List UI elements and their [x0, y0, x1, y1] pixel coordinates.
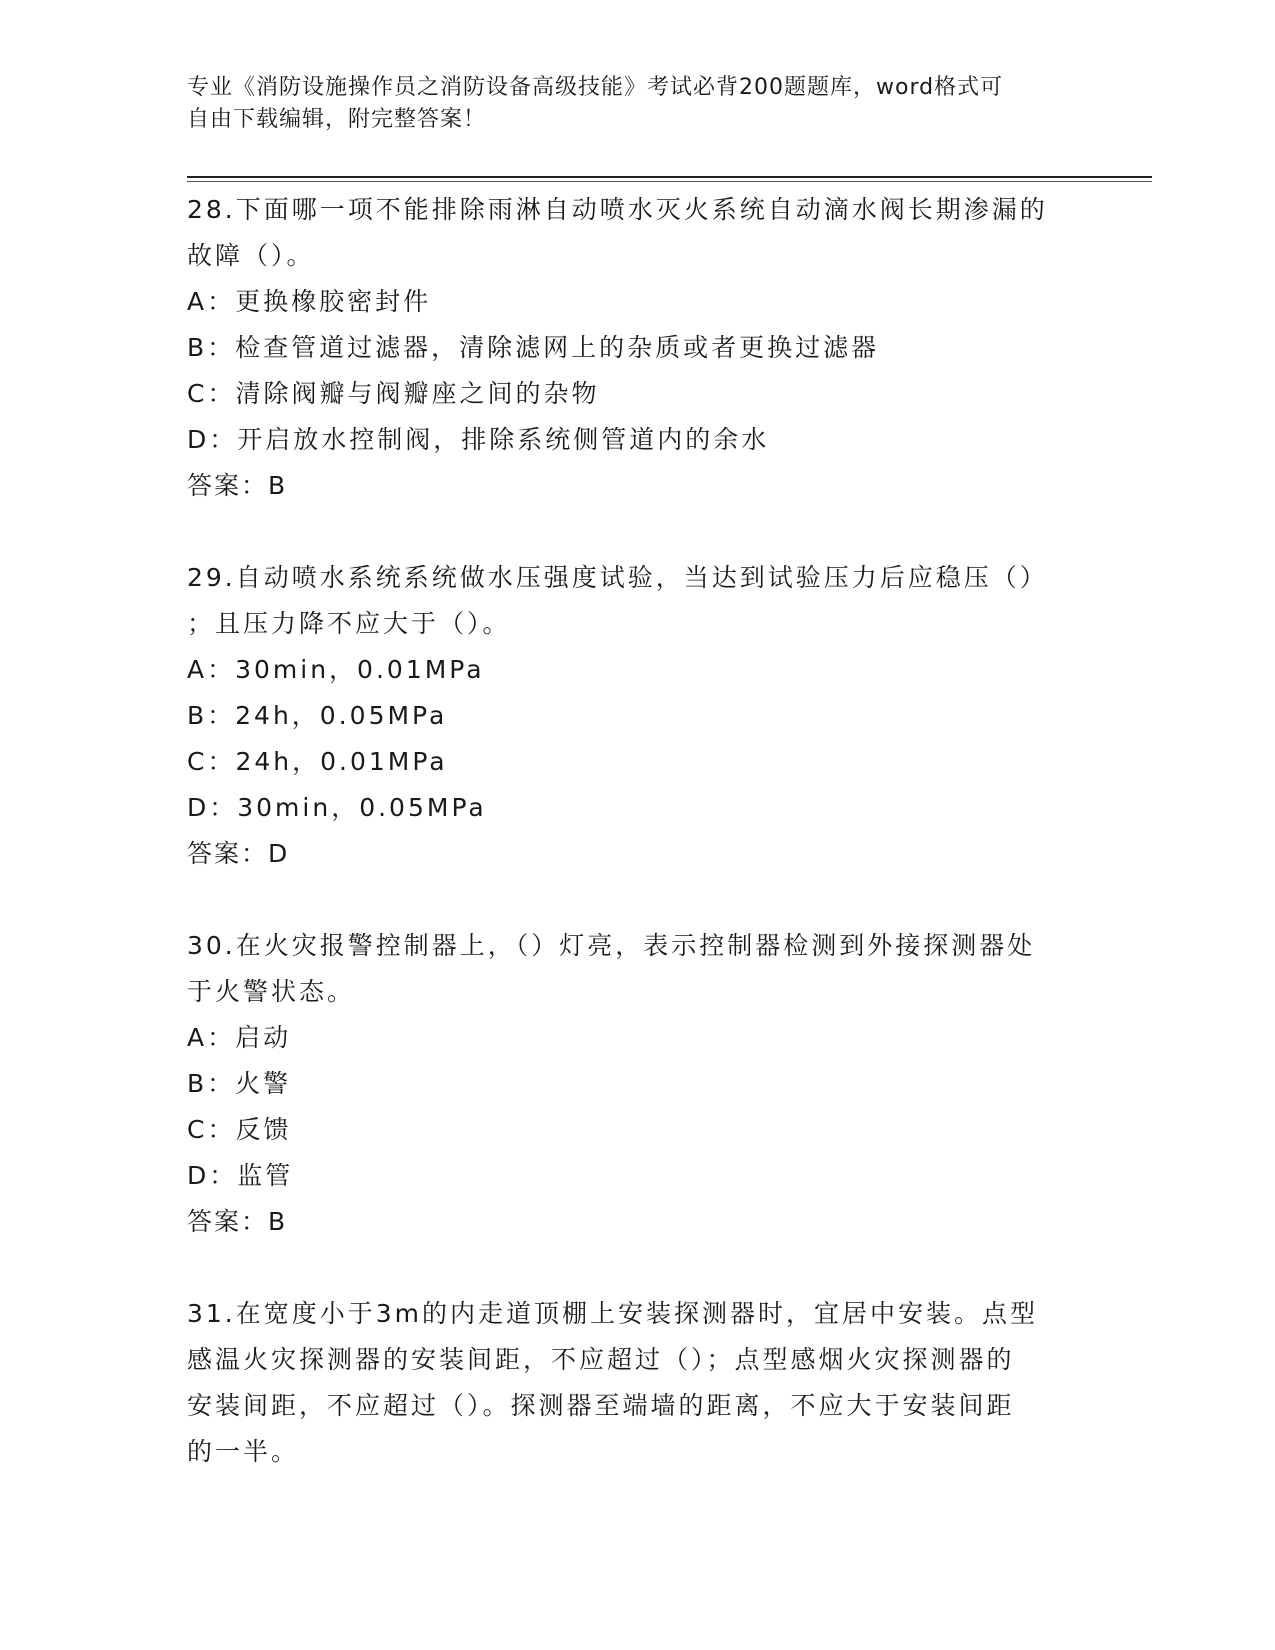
- option-b: B：火警: [187, 1069, 292, 1098]
- header-divider-thin: [187, 181, 1152, 182]
- option-d: D：30min，0.05MPa: [187, 793, 487, 822]
- answer: 答案：D: [187, 839, 290, 868]
- option-a: A：启动: [187, 1023, 292, 1052]
- document-header: [187, 72, 1067, 136]
- question-stem: 于火警状态。: [187, 977, 356, 1006]
- question-stem: 的一半。: [187, 1437, 300, 1466]
- question-30: [187, 923, 1087, 1245]
- question-28: [187, 187, 1087, 509]
- question-list: [187, 187, 1087, 1521]
- question-stem: 安装间距，不应超过（）。探测器至端墙的距离，不应大于安装间距: [187, 1391, 1015, 1420]
- option-c: C：清除阀瓣与阀瓣座之间的杂物: [187, 379, 600, 408]
- question-stem: 29.自动喷水系统系统做水压强度试验，当达到试验压力后应稳压（）: [187, 563, 1048, 592]
- option-c: C：24h，0.01MPa: [187, 747, 448, 776]
- option-a: A：30min，0.01MPa: [187, 655, 485, 684]
- option-b: B：检查管道过滤器，清除滤网上的杂质或者更换过滤器: [187, 333, 880, 362]
- option-a: A：更换橡胶密封件: [187, 287, 432, 316]
- header-line: 专业《消防设施操作员之消防设备高级技能》考试必背200题题库，word格式可: [187, 75, 1004, 100]
- option-d: D：监管: [187, 1161, 294, 1190]
- header-divider: [187, 176, 1152, 178]
- answer: 答案：B: [187, 471, 288, 500]
- question-stem: 30.在火灾报警控制器上，（）灯亮，表示控制器检测到外接探测器处: [187, 931, 1036, 960]
- question-stem: 感温火灾探测器的安装间距，不应超过（）；点型感烟火灾探测器的: [187, 1345, 1015, 1374]
- question-stem: 故障（）。: [187, 241, 315, 270]
- option-b: B：24h，0.05MPa: [187, 701, 448, 730]
- question-stem: 31.在宽度小于3m的内走道顶棚上安装探测器时，宜居中安装。点型: [187, 1299, 1039, 1328]
- header-line: 自由下载编辑，附完整答案！: [187, 107, 487, 132]
- answer: 答案：B: [187, 1207, 288, 1236]
- question-stem: 28.下面哪一项不能排除雨淋自动喷水灭火系统自动滴水阀长期渗漏的: [187, 195, 1048, 224]
- question-stem: ；且压力降不应大于（）。: [187, 609, 511, 638]
- question-29: [187, 555, 1087, 877]
- option-d: D：开启放水控制阀，排除系统侧管道内的余水: [187, 425, 770, 454]
- question-31: [187, 1291, 1087, 1475]
- option-c: C：反馈: [187, 1115, 292, 1144]
